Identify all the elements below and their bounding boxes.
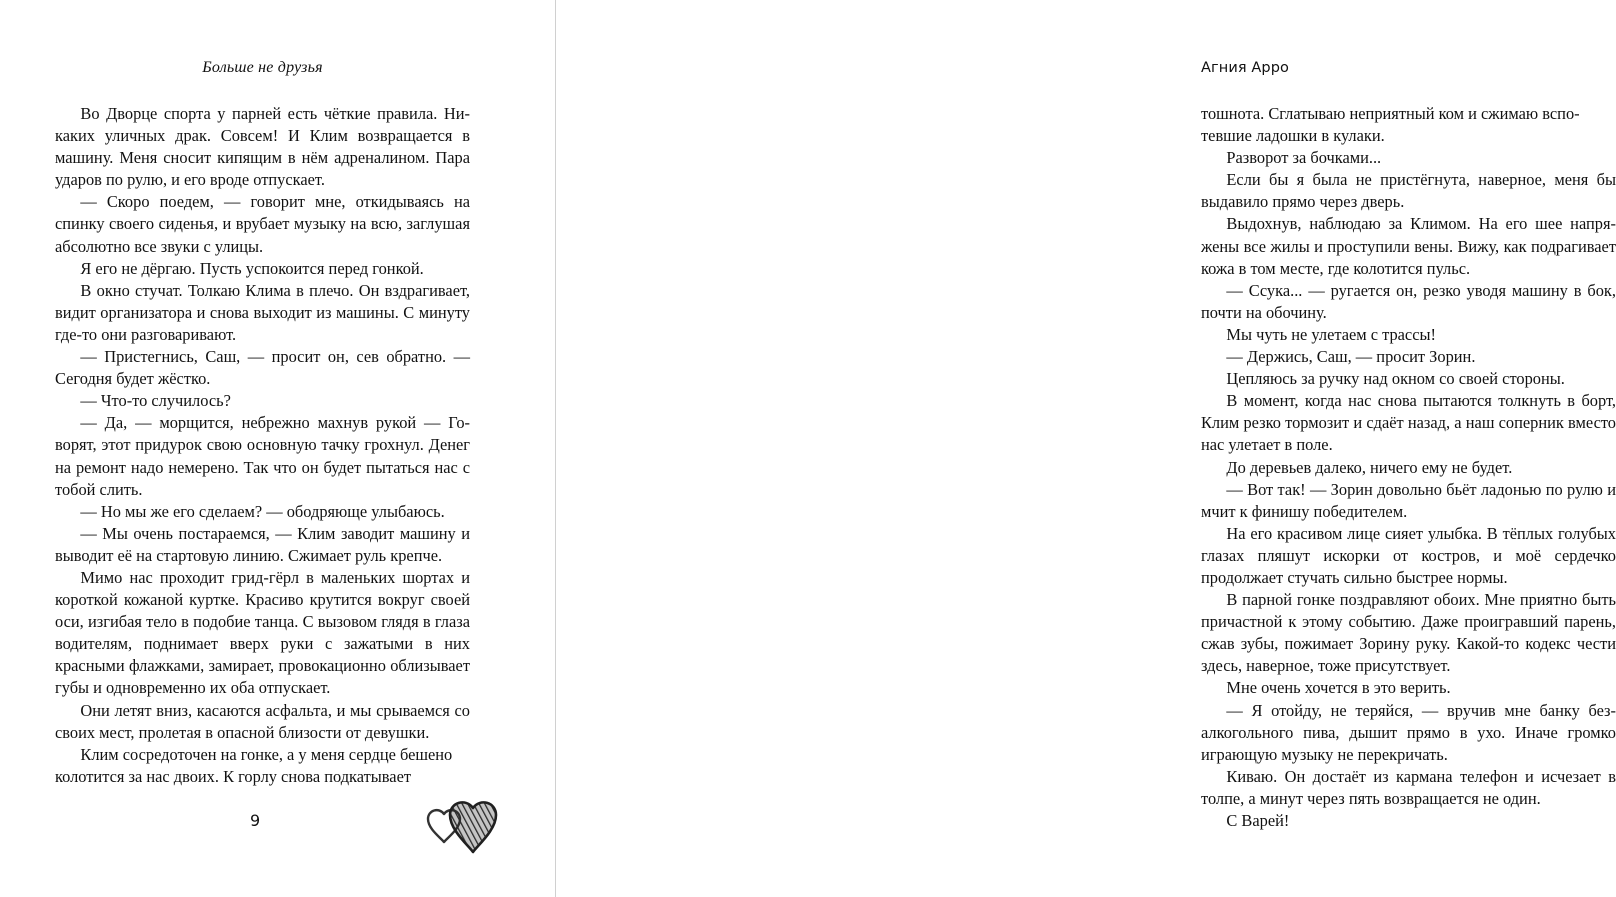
- paragraph: Выдохнув, наблюдаю за Климом. На его шее напряжены все жилы и проступили вены. Вижу, как подрагивает кожа в том месте, где колотится пульс.: [1201, 214, 1616, 278]
- paragraph: До деревьев далеко, ничего ему не будет.: [1226, 457, 1513, 477]
- paragraph: — Пристегнись, Саш, — просит он, сев обратно. — Сегодня будет жёстко.: [55, 347, 470, 389]
- paragraph: С Варей!: [1226, 811, 1290, 830]
- paragraph: — Держись, Саш, — просит Зорин.: [1226, 347, 1476, 367]
- paragraph: — Я отойду, не теряйся, — вручив мне банку безалкогольного пива, дышит прямо в ухо. Иначе громко играющую музыку не перекричать.: [1201, 700, 1616, 764]
- paragraph: — Скоро поедем, — говорит мне, откидываясь на спинку своего сиденья, и врубает музыку на всю, заглушая абсолютно все звуки с улицы.: [55, 192, 470, 256]
- running-head-left: Больше не друзья: [202, 59, 323, 76]
- running-head-right: Агния Арро: [1201, 60, 1289, 76]
- paragraph: Киваю. Он достаёт из кармана телефон и исчезает в толпе, а минут через пять возвращается не один.: [1201, 766, 1616, 808]
- paragraph: — Вот так! — Зорин довольно бьёт ладонью по рулю и мчит к финишу победителем.: [1201, 479, 1616, 521]
- paragraph: тошнота. Сглатываю неприятный ком и сжимаю вспотевшие ладошки в кулаки.: [1201, 104, 1580, 146]
- paragraph: На его красивом лице сияет улыбка. В тёплых голубых глазах пляшут искорки от костров, и моё сердечко продолжает стучать сильно быстрее нормы.: [1201, 523, 1616, 587]
- paragraph: Мне очень хочется в это верить.: [1226, 678, 1451, 698]
- paragraph: — Но мы же его сделаем? — ободряюще улыбаюсь.: [80, 501, 445, 521]
- paragraph: — Мы очень постараемся, — Клим заводит машину и выводит её на стартовую линию. Сжимает руль крепче.: [55, 523, 470, 565]
- paragraph: — Да, — морщится, небрежно махнув рукой — Говорят, этот придурок свою основную тачку грохнул. Денег на ремонт надо немерено. Так что он будет пытаться нас с тобой слить.: [55, 413, 470, 499]
- paragraph: Если бы я была не пристёгнута, наверное, меня бы выдавило прямо через дверь.: [1201, 170, 1616, 212]
- right-page-text-column: [1201, 103, 1616, 832]
- page-number: 9: [250, 811, 261, 830]
- paragraph: Клим сосредоточен на гонке, а у меня сердце бешено колотится за нас двоих. К горлу снова подкатывает: [55, 744, 453, 786]
- paragraph: В окно стучат. Толкаю Клима в плечо. Он вздрагивает, видит организатора и снова выходит из машины. С минуту где-то они разговаривают.: [55, 280, 470, 344]
- paragraph: — Что-то случилось?: [80, 391, 231, 411]
- paragraph: Разворот за бочками...: [1226, 148, 1382, 168]
- paragraph: В парной гонке поздравляют обоих. Мне приятно быть причастной к этому событию. Даже проигравший парень, сжав зубы, пожимает Зорину руку. Какой-то кодекс чести здесь, наверное, тоже присутствует.: [1201, 590, 1616, 676]
- left-page: [0, 0, 556, 897]
- paragraph: Мимо нас проходит грид-гёрл в маленьких шортах и короткой кожаной куртке. Красиво крутится вокруг своей оси, изгибая тело в подобие танца. С вызовом глядя в глаза водителям, поднимает вверх руки с зажатыми в них красными флажками, замирает, провокационно облизывает губы и одновременно их оба отпускает.: [55, 567, 470, 698]
- paragraph: Они летят вниз, касаются асфальта, и мы срываемся со своих мест, пролетая в опасной близости от девушки.: [55, 700, 470, 742]
- sketched-hearts-icon: [416, 793, 512, 863]
- left-page-text-column: [55, 103, 470, 788]
- paragraph: Во Дворце спорта у парней есть чёткие правила. Никаких уличных драк. Совсем! И Клим возвращается в машину. Меня сносит кипящим в нём адреналином. Пара ударов по рулю, и его вроде отпускает.: [55, 104, 470, 190]
- paragraph: — Ссука... — ругается он, резко уводя машину в бок, почти на обочину.: [1201, 280, 1616, 322]
- paragraph: Цепляюсь за ручку над окном со своей стороны.: [1226, 369, 1565, 389]
- right-page: [556, 0, 1616, 897]
- paragraph: В момент, когда нас снова пытаются толкнуть в борт, Клим резко тормозит и сдаёт назад, а наш соперник вместо нас улетает в поле.: [1201, 391, 1616, 455]
- paragraph: Мы чуть не улетаем с трассы!: [1226, 324, 1436, 344]
- paragraph: Я его не дёргаю. Пусть успокоится перед гонкой.: [80, 258, 424, 278]
